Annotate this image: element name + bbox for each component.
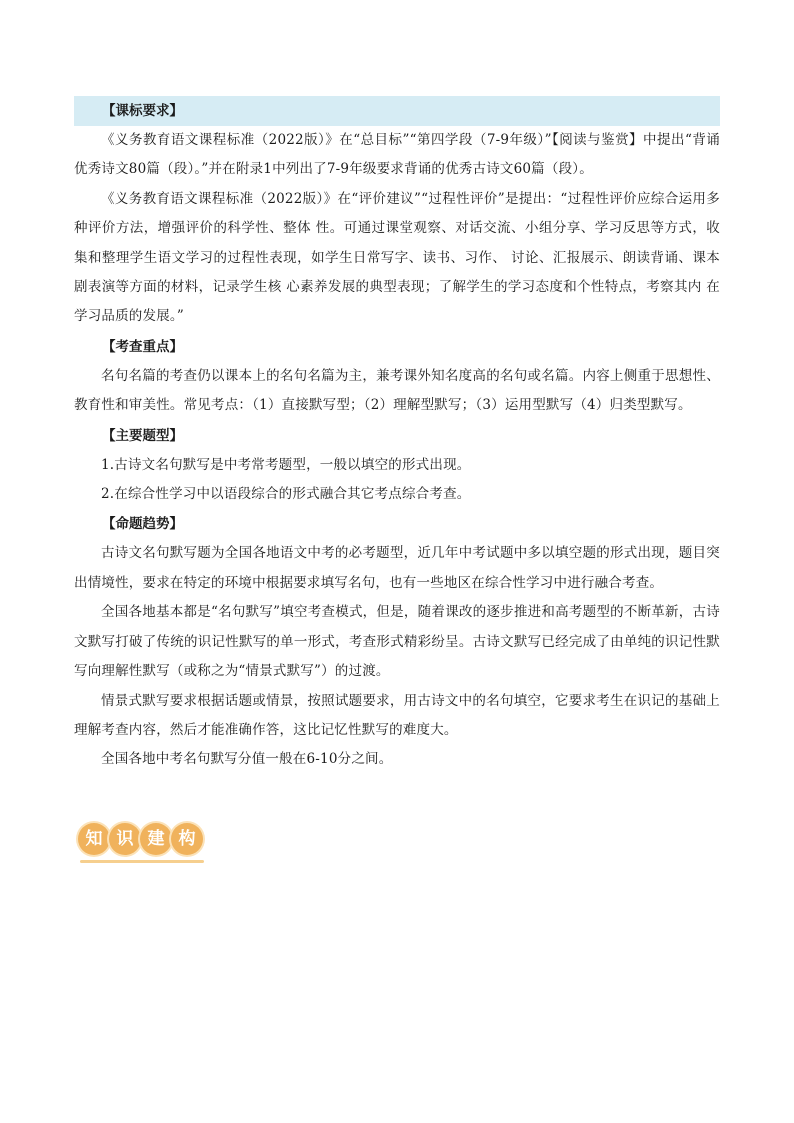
section-heading-trend: 【命题趋势】 [102,516,183,533]
badge-char: 知 [78,823,110,855]
badge-char: 构 [171,823,203,855]
badge-underline [80,860,204,863]
paragraph: 《义务教育语文课程标准（2022版）》在“总目标”“第四学段（7-9年级）”【阅读与鉴赏】中提出“背诵优秀诗文80篇（段）。”并在附录1中列出了7-9年级要求背诵的优秀古诗文60篇（段）。 [74,132,720,178]
paragraph: 古诗文名句默写题为全国各地语文中考的必考题型，近几年中考试题中多以填空题的形式出现，题目突出情境性，要求在特定的环境中根据要求填写名句，也有一些地区在综合性学习中进行融合考查。 [74,545,720,591]
badge-char: 识 [109,823,141,855]
knowledge-structure-badge [78,823,203,855]
paragraph: 全国各地中考名句默写分值一般在6-10分之间。 [101,751,393,768]
section-heading-focus: 【考查重点】 [102,338,183,355]
paragraph: 名句名篇的考查仍以课本上的名句名篇为主，兼考课外知名度高的名句或名篇。内容上侧重于思想性、教育性和审美性。常见考点：（1）直接默写型；（2）理解型默写；（3）运用型默写（4）归类型默写。 [74,367,720,414]
paragraph: 《义务教育语文课程标准（2022版）》在“评价建议”“过程性评价”是提出：“过程性评价应综合运用多种评价方法，增强评价的科学性、整体 性。可通过课堂观察、对话交流、小组分享、学习反思等方式，收集和整理学生语文学习的过程性表现，如学生日常写字、读书、习作、 讨论、汇报展示、朗读背诵、课本剧表演等方面的材料，记录学生核 心素养发展的典型表现；了解学生的学习态度和个性特点，考察其内 在学习品质的发展。” [74,190,720,325]
document-body [74,96,720,775]
paragraph: 1.古诗文名句默写是中考常考题型，一般以填空的形式出现。 [101,456,471,473]
paragraph: 全国各地基本都是“名句默写”填空考查模式，但是，随着课改的逐步推进和高考题型的不断革新，古诗文默写打破了传统的识记性默写的单一形式，考查形式精彩纷呈。古诗文默写已经完成了由单纯的识记性默写向理解性默写（或称之为“情景式默写”）的过渡。 [74,604,720,680]
badge-char: 建 [140,823,172,855]
section-heading-curriculum: 【课标要求】 [74,96,720,126]
paragraph: 情景式默写要求根据话题或情景，按照试题要求，用古诗文中的名句填空，它要求考生在识记的基础上理解考查内容，然后才能准确作答，这比记忆性默写的难度大。 [74,692,720,738]
paragraph: 2.在综合性学习中以语段综合的形式融合其它考点综合考查。 [101,486,471,503]
section-heading-question-types: 【主要题型】 [102,427,183,444]
